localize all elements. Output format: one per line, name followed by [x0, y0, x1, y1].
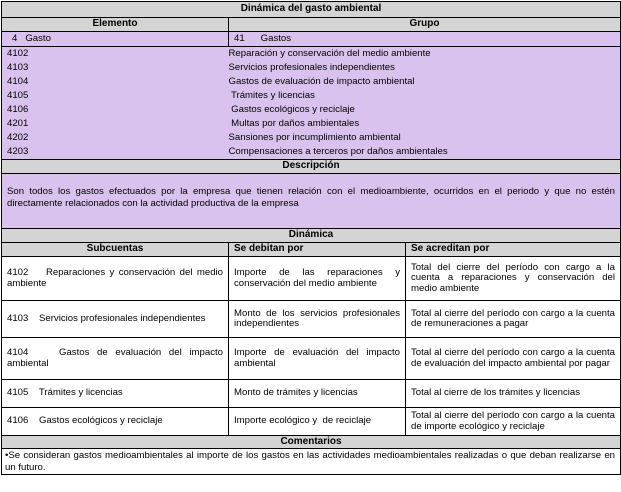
credit-cell: Total al cierre del período con cargo a la cuenta de evaluación del impacto ambiental por pagar — [406, 338, 621, 380]
subcuenta-cell: 4102 Reparaciones y conservación del medio ambiente — [2, 257, 229, 301]
account-row — [2, 89, 621, 103]
comentarios-text: •Se consideran gastos medioambientales al importe de los gastos en las actividades medioambientales realizadas o que deban realizarse en un futuro. — [2, 449, 621, 475]
account-row — [2, 61, 621, 75]
account-code: 4103 — [2, 61, 229, 75]
account-code: 4105 — [2, 89, 229, 103]
column-header-subcuentas: Subcuentas — [2, 243, 229, 257]
debit-cell: Importe de las reparaciones y conservación del medio ambiente — [229, 257, 406, 301]
descripcion-text: Son todos los gastos efectuados por la empresa que tienen relación con el medioambiente, ocurridos en el periodo y que no estén directamente relacionados con la actividad productiva de la empresa — [2, 174, 621, 229]
account-code: 4203 — [2, 145, 229, 160]
table-title: Dinámica del gasto ambiental — [2, 2, 621, 18]
column-header-debitan: Se debitan por — [229, 243, 406, 257]
account-code: 4106 — [2, 103, 229, 117]
account-row — [2, 131, 621, 145]
gasto-ambiental-table — [1, 1, 621, 475]
elemento-header: Elemento — [2, 18, 229, 32]
credit-cell: Total del cierre del período con cargo a la cuenta a reparaciones y conservación del medio ambiente — [406, 257, 621, 301]
table-row — [2, 408, 621, 436]
account-name: Gastos ecológicos y reciclaje — [229, 103, 621, 117]
comentarios-header: Comentarios — [2, 436, 621, 449]
credit-cell: Total al cierre del período con cargo a la cuenta de importe ecológico y reciclaje — [406, 408, 621, 436]
table-row — [2, 338, 621, 380]
grupo-value: 41 Gastos — [229, 32, 621, 47]
account-row — [2, 145, 621, 160]
account-name: Sansiones por incumplimiento ambiental — [229, 131, 621, 145]
column-header-acreditan: Se acreditan por — [406, 243, 621, 257]
account-row — [2, 75, 621, 89]
debit-cell: Importe de evaluación del impacto ambiental — [229, 338, 406, 380]
subcuenta-cell: 4105 Trámites y licencias — [2, 380, 229, 408]
account-name: Compensaciones a terceros por daños ambientales — [229, 145, 621, 160]
table-row — [2, 257, 621, 301]
debit-cell: Monto de los servicios profesionales independientes — [229, 301, 406, 338]
subcuenta-cell: 4103 Servicios profesionales independientes — [2, 301, 229, 338]
account-code: 4102 — [2, 47, 229, 62]
account-row — [2, 103, 621, 117]
account-name: Servicios profesionales independientes — [229, 61, 621, 75]
account-code: 4104 — [2, 75, 229, 89]
table-row — [2, 380, 621, 408]
account-name: Trámites y licencias — [229, 89, 621, 103]
credit-cell: Total al cierre del período con cargo a la cuenta de remuneraciones a pagar — [406, 301, 621, 338]
account-code: 4202 — [2, 131, 229, 145]
credit-cell: Total al cierre de los trámites y licencias — [406, 380, 621, 408]
grupo-header: Grupo — [229, 18, 621, 32]
debit-cell: Importe ecológico y de reciclaje — [229, 408, 406, 436]
debit-cell: Monto de trámites y licencias — [229, 380, 406, 408]
account-name: Reparación y conservación del medio ambiente — [229, 47, 621, 62]
subcuenta-cell: 4106 Gastos ecológicos y reciclaje — [2, 408, 229, 436]
account-row — [2, 117, 621, 131]
account-name: Multas por daños ambientales — [229, 117, 621, 131]
descripcion-header: Descripción — [2, 160, 621, 174]
account-row — [2, 47, 621, 62]
account-code: 4201 — [2, 117, 229, 131]
elemento-value: 4 Gasto — [2, 32, 229, 47]
table-row — [2, 301, 621, 338]
dinamica-header: Dinámica — [2, 229, 621, 243]
subcuenta-cell: 4104 Gastos de evaluación del impacto ambiental — [2, 338, 229, 380]
account-name: Gastos de evaluación de impacto ambiental — [229, 75, 621, 89]
